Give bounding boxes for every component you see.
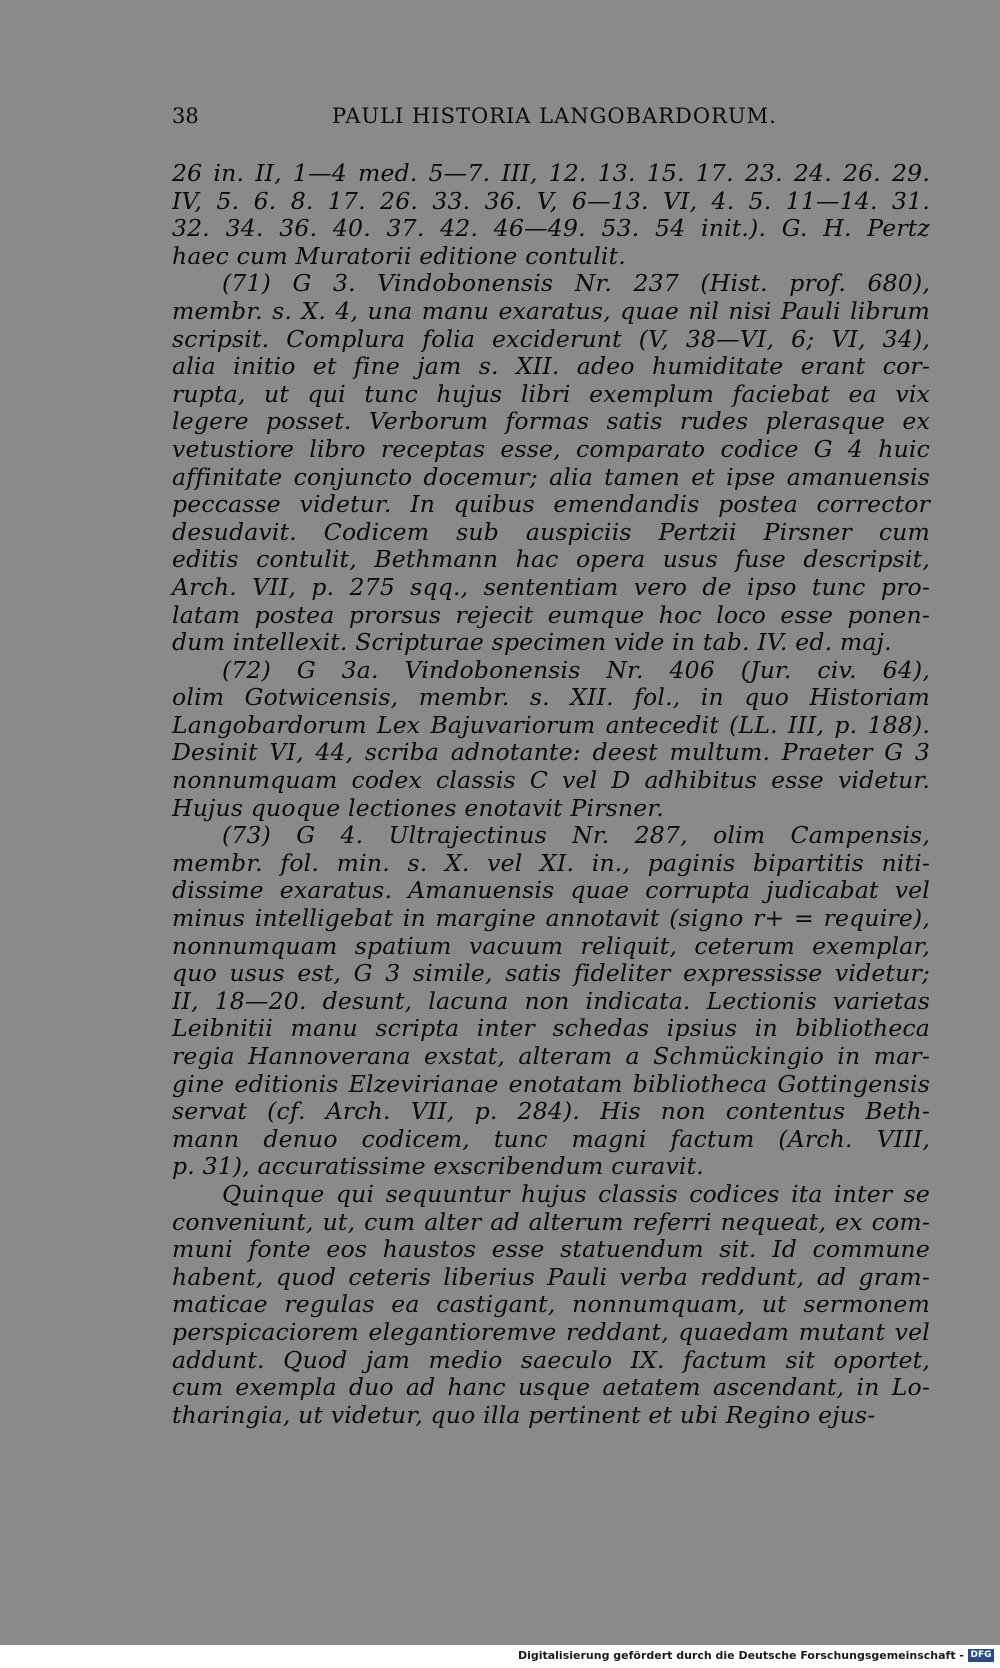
text-line: II, 18—20. desunt, lacuna non indicata. Lectionis varietas	[172, 986, 930, 1015]
text-line: 32. 34. 36. 40. 37. 42. 46—49. 53. 54 init.). G. H. Pertz	[172, 214, 930, 243]
text-line: membr. s. X. 4, una manu exaratus, quae nil nisi Pauli librum	[172, 296, 930, 325]
text-line: (72) G 3a. Vindobonensis Nr. 406 (Jur. civ. 64),	[222, 655, 930, 684]
running-head	[172, 104, 930, 134]
text-line: Hujus quoque lectiones enotavit Pirsner.	[172, 793, 664, 822]
text-line: membr. fol. min. s. X. vel XI. in., paginis bipartitis niti-	[172, 848, 930, 877]
running-title: PAULI HISTORIA LANGOBARDORUM.	[332, 104, 777, 128]
text-line: nonnumquam spatium vacuum reliquit, ceterum exemplar,	[172, 931, 930, 960]
text-line: addunt. Quod jam medio saeculo IX. factum sit oportet,	[172, 1345, 930, 1374]
text-line: dissime exaratus. Amanuensis quae corrupta judicabat vel	[172, 876, 930, 905]
text-line: gine editionis Elzevirianae enotatam bibliotheca Gottingensis	[172, 1069, 930, 1098]
text-line: IV, 5. 6. 8. 17. 26. 33. 36. V, 6—13. VI, 4. 5. 11—14. 31.	[172, 186, 930, 215]
text-line: cum exempla duo ad hanc usque aetatem ascendant, in Lo-	[172, 1373, 930, 1402]
text-line: dum intellexit. Scripturae specimen vide in tab. IV. ed. maj.	[172, 628, 892, 657]
text-line: Quinque qui sequuntur hujus classis codices ita inter se	[222, 1179, 930, 1208]
text-line: servat (cf. Arch. VII, p. 284). His non contentus Beth-	[172, 1097, 930, 1126]
text-line: (71) G 3. Vindobonensis Nr. 237 (Hist. prof. 680),	[222, 269, 930, 298]
text-line: quo usus est, G 3 simile, satis fideliter expressisse videtur;	[172, 959, 930, 988]
text-line: regia Hannoverana exstat, alteram a Schmückingio in mar-	[172, 1042, 930, 1070]
text-line: editis contulit, Bethmann hac opera usus fuse descripsit,	[172, 545, 930, 574]
text-line: maticae regulas ea castigant, nonnumquam, ut sermonem	[172, 1290, 930, 1319]
page-number: 38	[172, 104, 199, 128]
text-line: tharingia, ut videtur, quo illa pertinent et ubi Regino ejus-	[172, 1400, 876, 1429]
dfg-logo: DFG	[968, 1649, 994, 1662]
footer-credit: Digitalisierung gefördert durch die Deutsche Forschungsgemeinschaft -	[517, 1649, 964, 1662]
text-line: p. 31), accuratissime exscribendum curavit.	[172, 1152, 704, 1181]
text-line: perspicaciorem elegantioremve reddant, quaedam mutant vel	[172, 1317, 930, 1346]
text-line: minus intelligebat in margine annotavit (signo r+ = require),	[172, 904, 930, 933]
text-line: haec cum Muratorii editione contulit.	[172, 241, 626, 270]
text-line: mann denuo codicem, tunc magni factum (Arch. VIII,	[172, 1124, 930, 1153]
text-line: vetustiore libro receptas esse, comparato codice G 4 huic	[172, 434, 930, 463]
text-line: habent, quod ceteris liberius Pauli verba reddunt, ad gram-	[172, 1262, 930, 1291]
text-line: alia initio et fine jam s. XII. adeo humiditate erant cor-	[172, 352, 930, 381]
text-line: Leibnitii manu scripta inter schedas ipsius in bibliotheca	[172, 1014, 930, 1043]
text-line: Langobardorum Lex Bajuvariorum antecedit (LL. III, p. 188).	[172, 710, 930, 739]
footer-bar	[0, 1645, 1000, 1668]
text-line: scripsit. Complura folia exciderunt (V, 38—VI, 6; VI, 34),	[172, 324, 930, 353]
text-line: 26 in. II, 1—4 med. 5—7. III, 12. 13. 15. 17. 23. 24. 26. 29.	[172, 159, 930, 187]
text-line: latam postea prorsus rejecit eumque hoc loco esse ponen-	[172, 600, 930, 629]
text-line: olim Gotwicensis, membr. s. XII. fol., in quo Historiam	[172, 683, 930, 712]
text-line: muni fonte eos haustos esse statuendum sit. Id commune	[172, 1235, 930, 1264]
text-line: Arch. VII, p. 275 sqq., sententiam vero de ipso tunc pro-	[172, 572, 930, 601]
text-line: nonnumquam codex classis C vel D adhibitus esse videtur.	[172, 766, 930, 795]
text-line: conveniunt, ut, cum alter ad alterum referri nequeat, ex com-	[172, 1207, 930, 1236]
text-line: legere posset. Verborum formas satis rudes plerasque ex	[172, 407, 930, 436]
text-line: Desinit VI, 44, scriba adnotante: deest multum. Praeter G 3	[172, 738, 930, 767]
text-line: peccasse videtur. In quibus emendandis postea corrector	[172, 490, 930, 519]
text-line: rupta, ut qui tunc hujus libri exemplum faciebat ea vix	[172, 379, 930, 408]
text-line: (73) G 4. Ultrajectinus Nr. 287, olim Campensis,	[222, 821, 930, 850]
text-line: desudavit. Codicem sub auspiciis Pertzii Pirsner cum	[172, 517, 930, 546]
text-body	[172, 160, 930, 1429]
text-line: affinitate conjuncto docemur; alia tamen et ipse amanuensis	[172, 462, 930, 491]
